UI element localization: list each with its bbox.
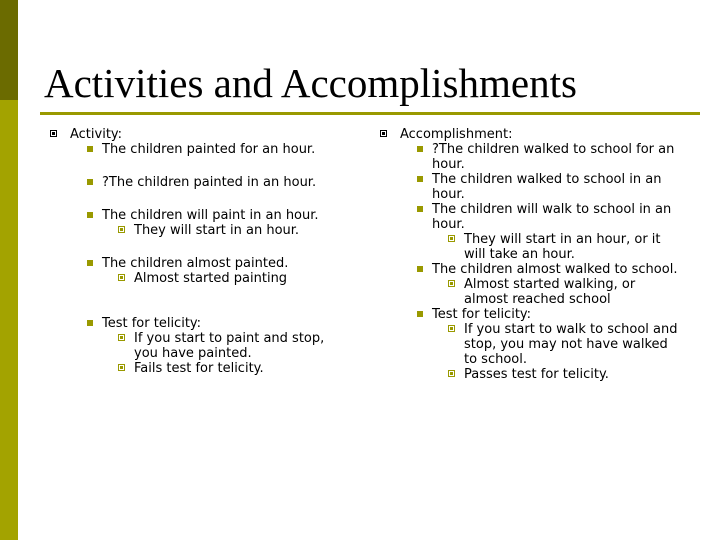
sub-list-item <box>380 322 678 367</box>
square-bullet-icon <box>118 364 125 371</box>
sub-list-item <box>50 361 346 376</box>
accent-bar-bottom <box>0 100 18 540</box>
left-accent-bar <box>0 0 18 540</box>
sub-list-item <box>50 331 346 361</box>
sub-list-item <box>50 271 346 286</box>
accent-bar-top <box>0 0 18 100</box>
list-item-text: The children walked to school in an hour. <box>432 172 662 202</box>
square-bullet-icon <box>448 325 455 332</box>
filled-square-bullet-icon <box>417 206 423 212</box>
filled-square-bullet-icon <box>87 260 93 266</box>
list-item <box>380 172 678 202</box>
accomplishment-heading: Accomplishment: <box>400 127 513 142</box>
filled-square-bullet-icon <box>87 212 93 218</box>
square-bullet-icon <box>448 280 455 287</box>
activity-heading-item <box>50 127 346 142</box>
sub-list-item <box>380 277 678 307</box>
list-item <box>380 307 678 322</box>
sub-list-item-text: If you start to paint and stop, you have painted. <box>134 331 325 361</box>
list-item-text: ?The children painted in an hour. <box>102 175 317 190</box>
sub-list-item-text: They will start in an hour, or it will take an hour. <box>464 232 661 262</box>
sub-list-item-text: Passes test for telicity. <box>464 367 609 382</box>
list-item-text: The children almost walked to school. <box>432 262 678 277</box>
accomplishment-column <box>380 127 678 382</box>
list-item-text: Test for telicity: <box>432 307 532 322</box>
square-bullet-icon <box>448 235 455 242</box>
list-item-text: The children will paint in an hour. <box>102 208 319 223</box>
filled-square-bullet-icon <box>417 176 423 182</box>
list-item-text: The children almost painted. <box>102 256 289 271</box>
filled-square-bullet-icon <box>87 179 93 185</box>
sub-list-item-text: If you start to walk to school and stop, you may not have walked to school. <box>464 322 678 367</box>
sub-list-item-text: Fails test for telicity. <box>134 361 264 376</box>
sub-list-item <box>380 232 678 262</box>
list-item <box>50 316 346 331</box>
slide-title: Activities and Accomplishments <box>44 60 577 106</box>
sub-list-item-text: Almost started painting <box>134 271 288 286</box>
filled-square-bullet-icon <box>87 320 93 326</box>
list-item <box>50 208 346 223</box>
filled-square-bullet-icon <box>417 146 423 152</box>
activity-heading: Activity: <box>70 127 123 142</box>
filled-square-bullet-icon <box>87 146 93 152</box>
square-bullet-icon <box>118 226 125 233</box>
square-bullet-icon <box>448 370 455 377</box>
sub-list-item <box>50 223 346 238</box>
square-bullet-icon <box>118 334 125 341</box>
list-item-text: Test for telicity: <box>102 316 202 331</box>
activity-column <box>50 127 346 376</box>
list-item <box>380 262 678 277</box>
sub-list-item-text: Almost started walking, or almost reached school <box>464 277 636 307</box>
list-item-text: The children will walk to school in an hour. <box>432 202 672 232</box>
accomplishment-heading-item <box>380 127 678 142</box>
square-bullet-icon <box>118 274 125 281</box>
sub-list-item-text: They will start in an hour. <box>134 223 300 238</box>
list-item <box>50 142 346 157</box>
list-item-text: The children painted for an hour. <box>102 142 316 157</box>
list-item <box>380 202 678 232</box>
list-item <box>50 175 346 190</box>
square-bullet-icon <box>50 130 57 137</box>
list-item <box>50 256 346 271</box>
title-underline <box>40 112 700 115</box>
filled-square-bullet-icon <box>417 311 423 317</box>
list-item <box>380 142 678 172</box>
filled-square-bullet-icon <box>417 266 423 272</box>
list-item-text: ?The children walked to school for an hour. <box>432 142 675 172</box>
square-bullet-icon <box>380 130 387 137</box>
sub-list-item <box>380 367 678 382</box>
